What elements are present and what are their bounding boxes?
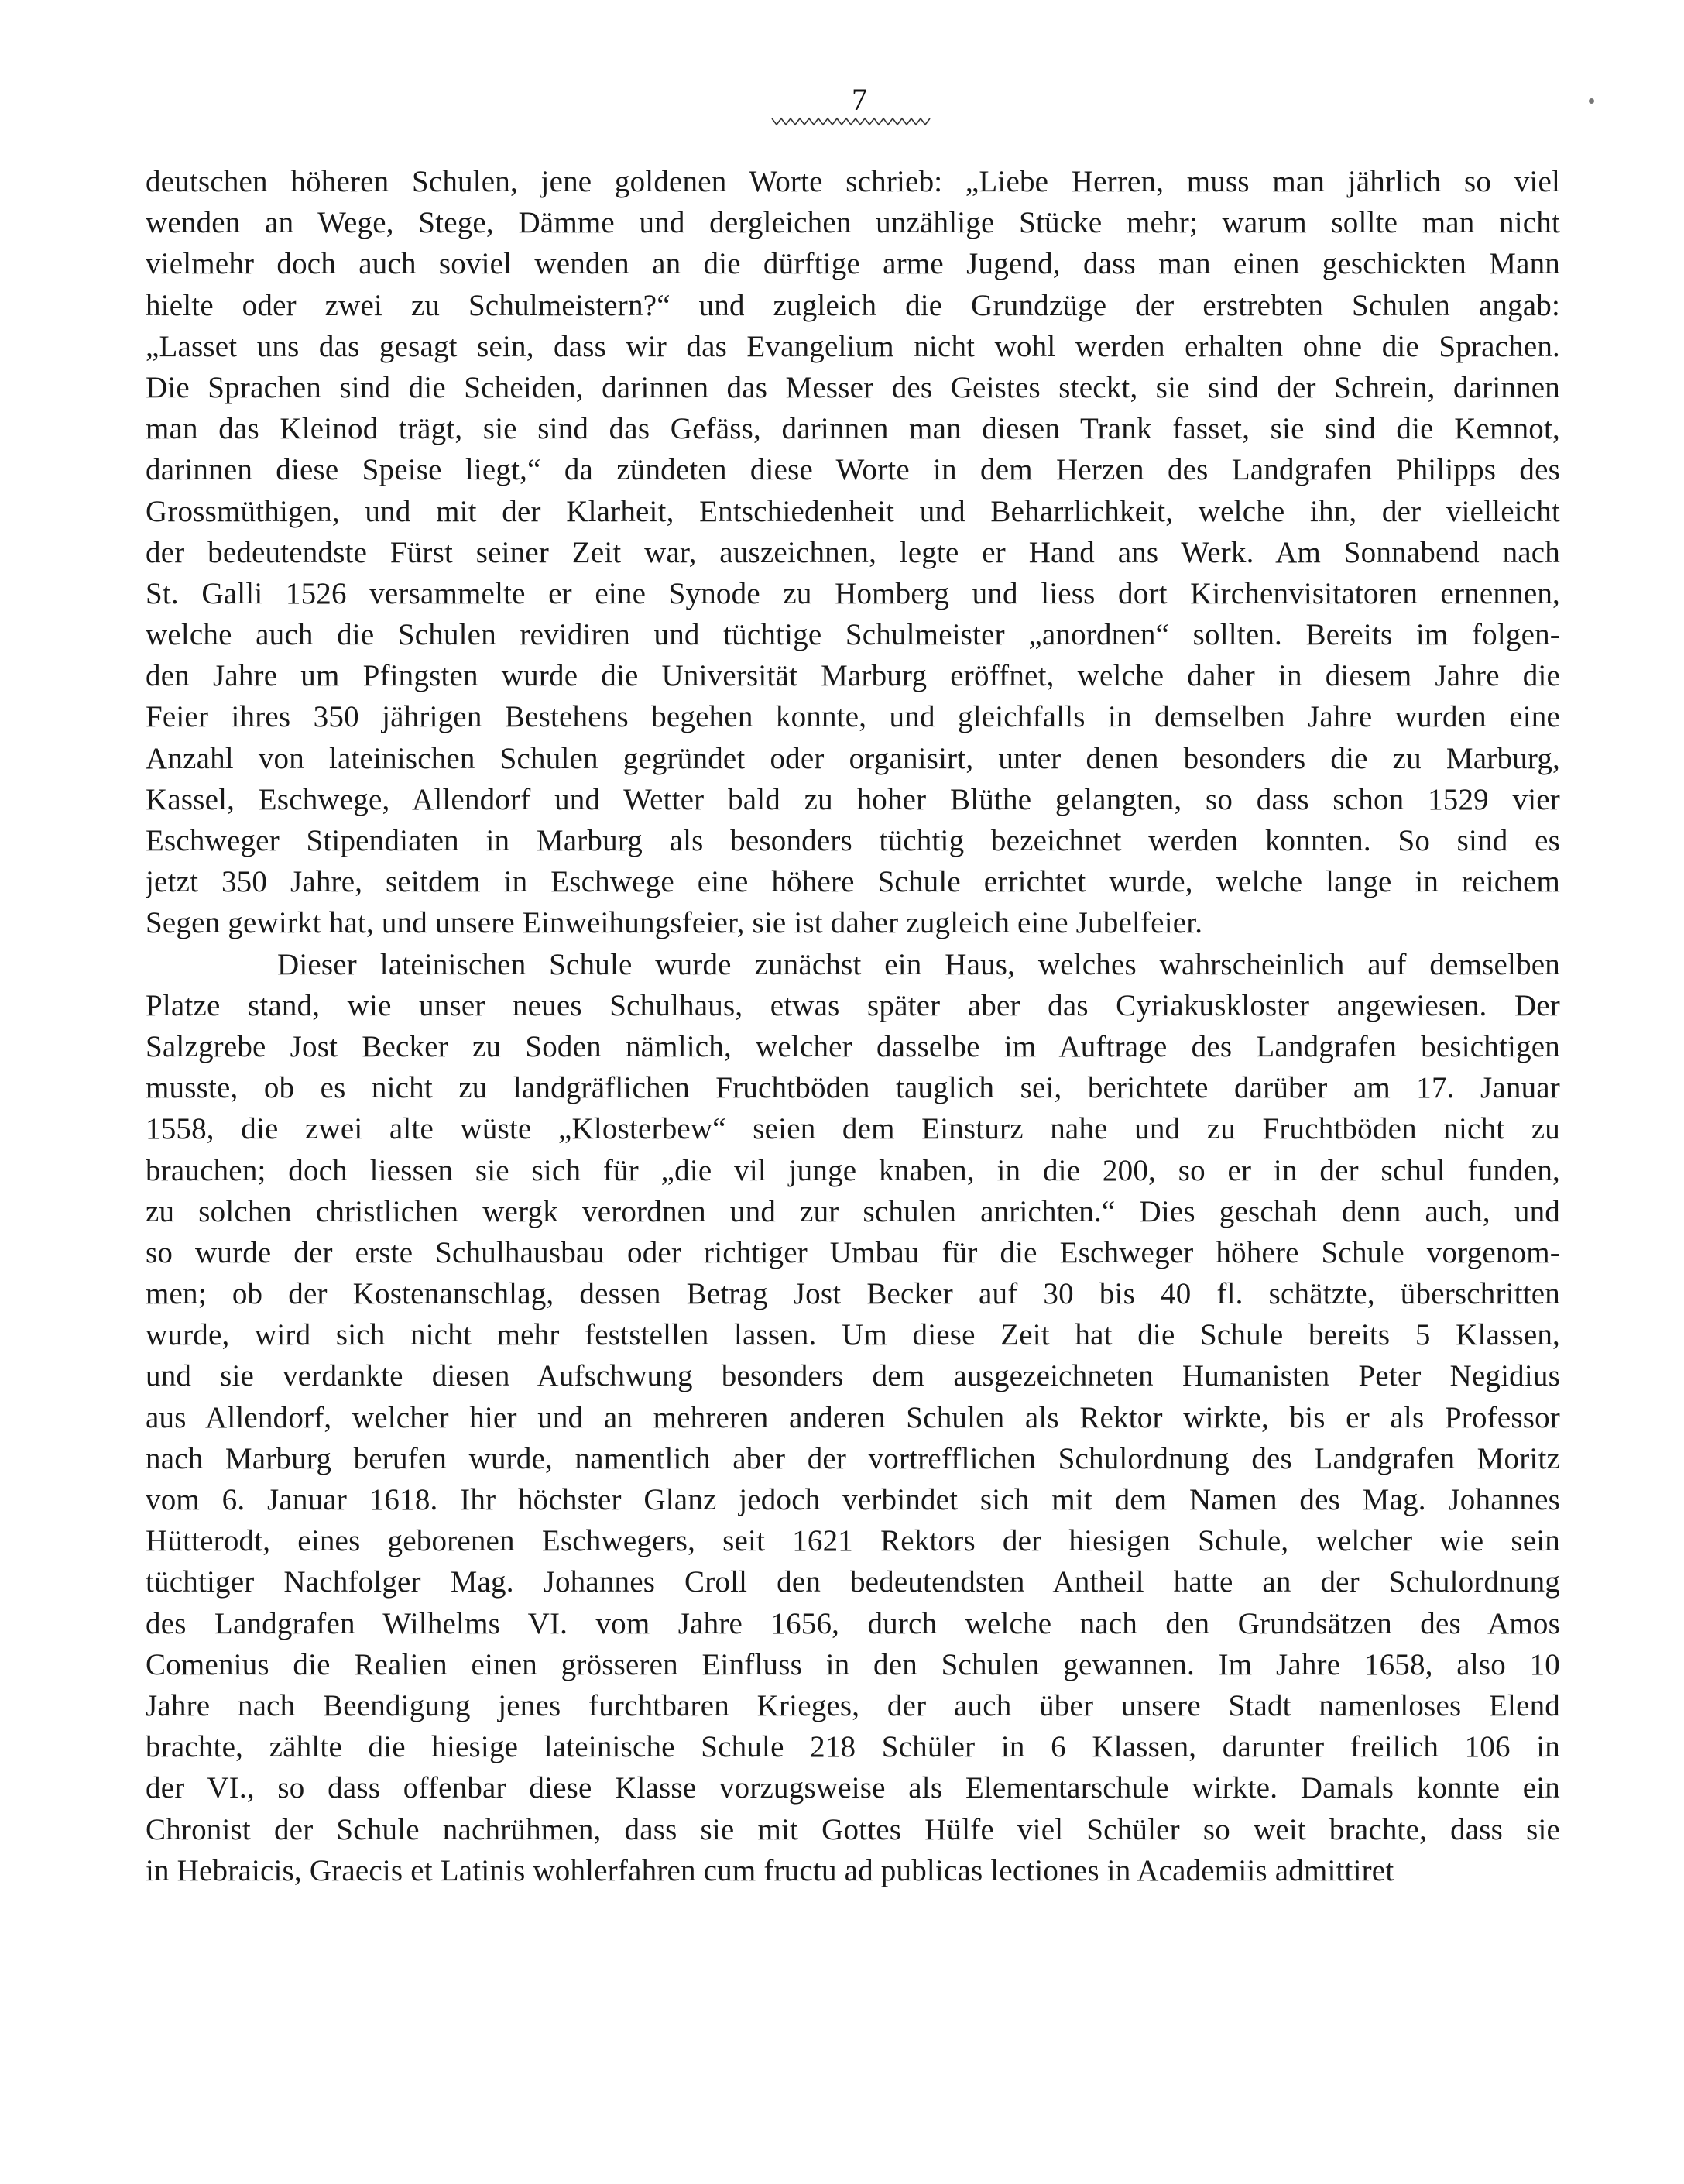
- text-line-2: wenden an Wege, Stege, Dämme und dergleichen unzählige Stücke mehr; warum sollte man nicht: [146, 206, 1560, 240]
- text-line-37: Comenius die Realien einen grösseren Einfluss in den Schulen gewannen. Im Jahre 1658, also 10: [146, 1647, 1560, 1681]
- page-number: 7: [852, 82, 867, 117]
- text-line-29: wurde, wird sich nicht mehr feststellen lassen. Um diese Zeit hat die Schule bereits 5 Klassen,: [146, 1318, 1560, 1352]
- text-line-6: Die Sprachen sind die Scheiden, darinnen das Messer des Geistes steckt, sie sind der Schrein, darinnen: [146, 370, 1560, 404]
- text-line-16: Kassel, Eschwege, Allendorf und Wetter bald zu hoher Blüthe gelangten, so dass schon 1529 vier: [146, 782, 1560, 816]
- text-line-32: nach Marburg berufen wurde, namentlich aber der vortrefflichen Schulordnung des Landgrafen Moritz: [146, 1441, 1560, 1475]
- text-line-42: in Hebraicis, Graecis et Latinis wohlerfahren cum fructu ad publicas lectiones in Academiis admittiret: [146, 1853, 1394, 1887]
- text-line-5: „Lasset uns das gesagt sein, dass wir das Evangelium nicht wohl werden erhalten ohne die Sprachen.: [146, 329, 1560, 363]
- text-line-22: Salzgrebe Jost Becker zu Soden nämlich, welcher dasselbe im Auftrage des Landgrafen besichtigen: [146, 1029, 1560, 1063]
- paper-speck: [1589, 98, 1594, 104]
- page-number-ornament: [770, 112, 941, 131]
- text-line-23: musste, ob es nicht zu landgräflichen Fruchtböden tauglich sei, berichtete darüber am 17. Januar: [146, 1071, 1560, 1105]
- text-line-26: zu solchen christlichen wergk verordnen und zur schulen anrichten.“ Dies geschah denn auch, und: [146, 1194, 1560, 1228]
- text-line-4: hielte oder zwei zu Schulmeistern?“ und zugleich die Grundzüge der erstrebten Schulen angab:: [146, 288, 1560, 322]
- text-line-7: man das Kleinod trägt, sie sind das Gefäss, darinnen man diesen Trank fasset, sie sind die Kemnot,: [146, 412, 1560, 446]
- text-line-30: und sie verdankte diesen Aufschwung besonders dem ausgezeichneten Humanisten Peter Negidius: [146, 1359, 1560, 1393]
- body-text: [146, 161, 1560, 1891]
- text-line-9: Grossmüthigen, und mit der Klarheit, Entschiedenheit und Beharrlichkeit, welche ihn, der vielleicht: [146, 494, 1560, 528]
- text-line-40: der VI., so dass offenbar diese Klasse vorzugsweise als Elementarschule wirkte. Damals konnte ein: [146, 1771, 1560, 1805]
- text-line-13: den Jahre um Pfingsten wurde die Universität Marburg eröffnet, welche daher in diesem Jahre die: [146, 659, 1560, 693]
- text-line-12: welche auch die Schulen revidiren und tüchtige Schulmeister „anordnen“ sollten. Bereits im folgen-: [146, 618, 1560, 652]
- text-line-20: Dieser lateinischen Schule wurde zunächst ein Haus, welches wahrscheinlich auf demselben: [277, 947, 1560, 981]
- text-line-18: jetzt 350 Jahre, seitdem in Eschwege eine höhere Schule errichtet wurde, welche lange in reichem: [146, 865, 1560, 899]
- text-line-11: St. Galli 1526 versammelte er eine Synode zu Homberg und liess dort Kirchenvisitatoren ernennen,: [146, 576, 1560, 610]
- text-line-1: deutschen höheren Schulen, jene goldenen Worte schrieb: „Liebe Herren, muss man jährlich so viel: [146, 165, 1560, 198]
- text-line-39: brachte, zählte die hiesige lateinische Schule 218 Schüler in 6 Klassen, darunter freilich 106 in: [146, 1730, 1560, 1764]
- text-line-28: men; ob der Kostenanschlag, dessen Betrag Jost Becker auf 30 bis 40 fl. schätzte, überschritten: [146, 1277, 1560, 1311]
- text-line-34: Hütterodt, eines geborenen Eschwegers, seit 1621 Rektors der hiesigen Schule, welcher wie sein: [146, 1524, 1560, 1558]
- text-line-17: Eschweger Stipendiaten in Marburg als besonders tüchtig bezeichnet werden konnten. So sind es: [146, 824, 1560, 857]
- text-line-21: Platze stand, wie unser neues Schulhaus, etwas später aber das Cyriakuskloster angewiesen. Der: [146, 988, 1560, 1022]
- text-line-36: des Landgrafen Wilhelms VI. vom Jahre 1656, durch welche nach den Grundsätzen des Amos: [146, 1606, 1560, 1640]
- text-line-15: Anzahl von lateinischen Schulen gegründet oder organisirt, unter denen besonders die zu Marburg,: [146, 741, 1560, 775]
- text-line-10: der bedeutendste Fürst seiner Zeit war, auszeichnen, legte er Hand ans Werk. Am Sonnabend nach: [146, 535, 1560, 569]
- text-line-25: brauchen; doch liessen sie sich für „die vil junge knaben, in die 200, so er in der schul funden,: [146, 1153, 1560, 1187]
- text-line-3: vielmehr doch auch soviel wenden an die dürftige arme Jugend, dass man einen geschickten Mann: [146, 247, 1560, 281]
- text-line-27: so wurde der erste Schulhausbau oder richtiger Umbau für die Eschweger höhere Schule vorgenom-: [146, 1235, 1560, 1269]
- text-line-41: Chronist der Schule nachrühmen, dass sie mit Gottes Hülfe viel Schüler so weit brachte, dass sie: [146, 1812, 1560, 1846]
- text-line-24: 1558, die zwei alte wüste „Klosterbew“ seien dem Einsturz nahe und zu Fruchtböden nicht zu: [146, 1112, 1560, 1146]
- text-line-38: Jahre nach Beendigung jenes furchtbaren Krieges, der auch über unsere Stadt namenloses Elend: [146, 1688, 1560, 1722]
- text-line-31: aus Allendorf, welcher hier und an mehreren anderen Schulen als Rektor wirkte, bis er als Professor: [146, 1400, 1560, 1434]
- text-line-14: Feier ihres 350 jährigen Bestehens begehen konnte, und gleichfalls in demselben Jahre wurden eine: [146, 700, 1560, 734]
- text-line-19: Segen gewirkt hat, und unsere Einweihungsfeier, sie ist daher zugleich eine Jubelfeier.: [146, 906, 1203, 940]
- text-line-8: darinnen diese Speise liegt,“ da zündeten diese Worte in dem Herzen des Landgrafen Philipps des: [146, 453, 1560, 487]
- text-line-35: tüchtiger Nachfolger Mag. Johannes Croll den bedeutendsten Antheil hatte an der Schulordnung: [146, 1565, 1560, 1599]
- text-line-33: vom 6. Januar 1618. Ihr höchster Glanz jedoch verbindet sich mit dem Namen des Mag. Johannes: [146, 1483, 1560, 1516]
